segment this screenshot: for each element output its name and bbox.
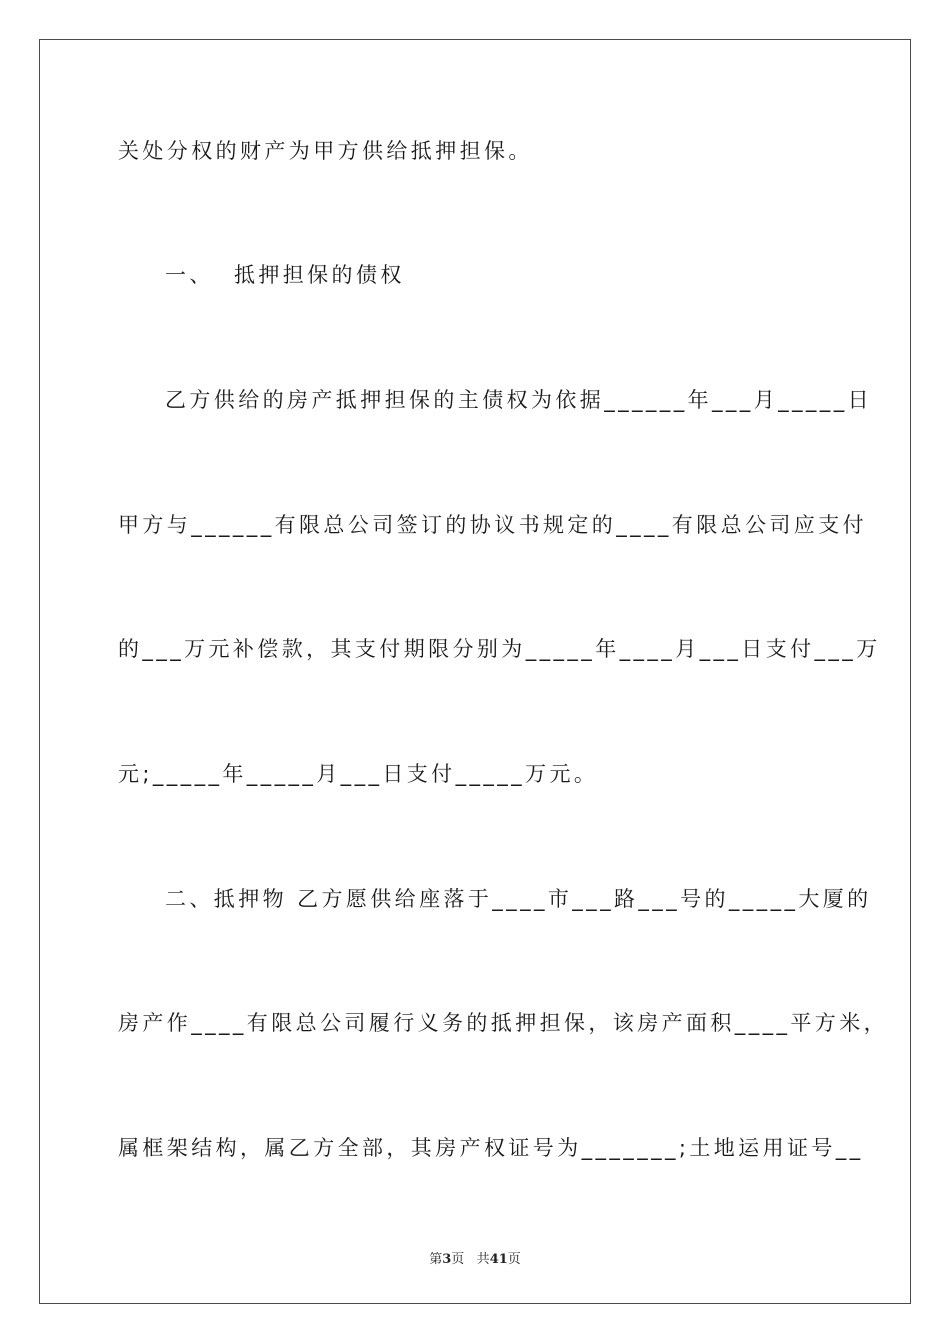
text-line-8: 房产作____有限总公司履行义务的抵押担保，该房产面积____平方米， xyxy=(118,1011,888,1035)
text-line-9: 属框架结构，属乙方全部，其房产权证号为_______;土地运用证号__ xyxy=(118,1136,864,1160)
total-suffix: 页 xyxy=(507,1252,521,1267)
total-prefix: 共 xyxy=(476,1252,490,1267)
section-heading-1: 一、 抵押担保的债权 xyxy=(165,263,405,287)
page-number: 3 xyxy=(442,1252,452,1267)
total-pages: 41 xyxy=(489,1252,508,1267)
page-frame xyxy=(39,39,911,1304)
text-line-5: 的___万元补偿款，其支付期限分别为_____年____月___日支付___万 xyxy=(118,637,881,661)
text-line-4: 甲方与______有限总公司签订的协议书规定的____有限总公司应支付 xyxy=(118,513,867,537)
page-footer xyxy=(0,1248,950,1267)
text-line-6: 元;_____年_____月___日支付_____万元。 xyxy=(118,762,599,786)
text-line-3: 乙方供给的房产抵押担保的主债权为依据______年___月_____日 xyxy=(165,388,872,412)
text-line-1: 关处分权的财产为甲方供给抵押担保。 xyxy=(118,139,533,163)
page-suffix: 页 xyxy=(451,1252,465,1267)
page-prefix: 第 xyxy=(429,1252,443,1267)
section-heading-2: 二、抵押物 乙方愿供给座落于____市___路___号的_____大厦的 xyxy=(165,887,872,911)
